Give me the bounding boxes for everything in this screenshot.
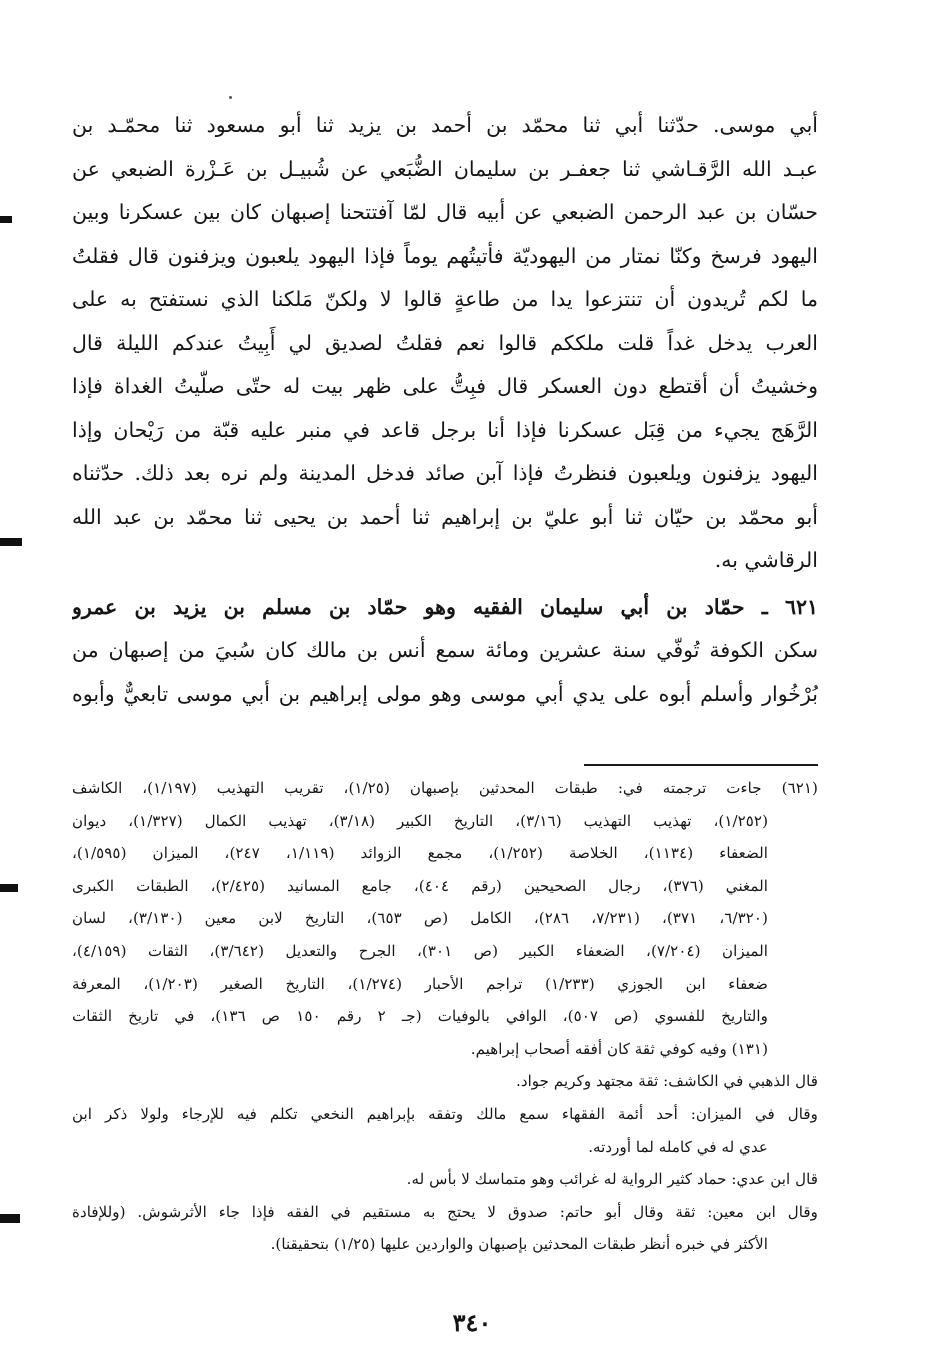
footnote-note: وقال في الميزان: أحد أئمة الفقهاء سمع مالك وتفقه بإبراهيم النخعي تكلم فيه للإرجاء ولولا ذكر ابن [72,1104,818,1123]
text-line: الرقاشي به. [714,548,818,572]
text-line: اليهود يزفنون ويلعبون فنظرتُ فإذا آبن صائد فدخل المدينة ولم نره بعد ذلك. حدّثناه [72,461,818,485]
text-line: حسّان بن عبد الرحمن الضبعي عن أبيه قال لمّا آفتتحنا إصبهان كان بين عسكرنا وبين [72,200,818,224]
footnote-line: الضعفاء (١١٣٤)، الخلاصة (١/٢٥٢)، مجمع الزوائد (١/١١٩، ٢٤٧)، الميزان (١/٥٩٥)، [72,844,768,863]
footnote-line: ضعفاء ابن الجوزي (١/٢٣٣) تراجم الأحبار (١/٢٧٤)، التاريخ الصغير (١/٢٠٣)، المعرفة [72,974,768,993]
footnote-line: المغني (٣٧٦)، رجال الصحيحين (رقم ٤٠٤)، جامع المسانيد (٢/٤٢٥)، الطبقات الكبرى [72,876,768,895]
text-line: أبو محمّد بن حيّان ثنا أبو عليّ بن إبراهيم ثنا أحمد بن يحيى ثنا محمّد بن عبد الله [72,504,818,529]
footnote-line: (١/٢٥٢)، تهذيب التهذيب (٣/١٦)، التاريخ الكبير (٣/١٨)، تهذيب الكمال (١/٣٢٧)، ديوان [72,811,768,830]
scan-speck [229,96,232,99]
page-number: ٣٤٠ [452,1308,492,1337]
entry-heading: ٦٢١ ـ حمّاد بن أبي سليمان الفقيه وهو حمّاد بن مسلم بن يزيد بن عمرو [72,594,818,619]
footnote-line: (٦/٣٢٠، ٣٧١)، (٧/٢٣١، ٢٨٦)، الكامل (ص ٦٥٣)، التاريخ لابن معين (٣/١٣٠)، لسان [72,909,768,928]
scan-edge-mark [0,216,12,223]
text-line: وخشيتُ أن أقتطع دون العسكر قال فبِتُّ على ظهر بيت له حتّى صلّيتُ الغداة فإذا [72,374,818,398]
footnote-note: قال ابن عدي: حماد كثير الرواية له غرائب وهو متماسك لا بأس له. [406,1170,818,1189]
text-line: الرَّهَج يجيء من قِبَل عسكرنا فإذا أنا برجل قاعد في منبر عليه قبّة من رَيْحان وإذا [72,417,818,442]
footnote-line: (٦٢١) جاءت ترجمته في: طبقات المحدثين بإصبهان (١/٢٥)، تقريب التهذيب (١/١٩٧)، الكاشف [72,779,818,797]
footnote-line: (١٣١) وفيه كوفي ثقة كان أفقه أصحاب إبراهيم. [470,1039,768,1058]
text-line: اليهود فرسخ وكنّا نمتار من اليهوديّة فأتيتُهم يوماً فإذا اليهود يلعبون ويزفنون قال فقلتُ [72,243,818,268]
text-line: عبـد الله الرَّقـاشي ثنا جعفـر بن سليمان الضُّبَعي عن شُبيـل بن عَـزْرة الضبعي عن [72,156,818,181]
footnote-separator [584,764,818,766]
footnotes [72,772,818,1261]
scan-edge-mark [0,884,18,892]
entry-line: بُرْخُوار وأسلم أبوه على يدي أبي موسى وهو مولى إبراهيم بن أبي موسى تابعيٌّ وأبوه [72,681,818,706]
text-line: ما لكم تُريدون أن تنتزعوا يدا من طاعةٍ قالوا لا ولكنّ مَلكنا الذي نستفتح به على [72,287,818,311]
footnote-note: وقال ابن معين: ثقة وقال أبو حاتم: صدوق لا يحتج به مستقيم في الفقه فإذا جاء الأثرشوش. (وللإفادة [72,1202,818,1221]
entry-line: سكن الكوفة تُوفّي سنة عشرين ومائة سمع أنس بن مالك كان سُبيَ من إصبهان من [72,638,818,662]
footnote-note: عدي له في كامله لما أوردته. [588,1137,768,1156]
entry-heading-line [72,586,818,630]
footnote-line: والتاريخ للفسوي (ص ٥٠٧)، الوافي بالوفيات (جـ ٢ رقم ١٥٠ ص ١٣٦)، في تاريخ الثقات [72,1007,768,1026]
footnote-line: الميزان (٧/٢٠٤)، الضعفاء الكبير (ص ٣٠١)، الجرح والتعديل (٣/٦٤٢)، الثقات (٤/١٥٩)، [72,941,768,960]
scan-edge-mark [0,538,22,546]
text-line: العرب يدخل غداً قلت ملككم قالوا نعم فقلتُ لصديق لي أَبِيتُ عندكم الليلة قال [72,330,818,355]
text-line: أبي موسى. حدّثنا أبي ثنا محمّد بن أحمد بن يزيد ثنا أبو مسعود ثنا محمّـد بن [72,113,818,137]
footnote-note: قال الذهبي في الكاشف: ثقة مجتهد وكريم جواد. [516,1072,818,1091]
main-text [72,104,818,716]
scan-edge-mark [0,1214,20,1223]
footnote-note: الأكثر في خبره أنظر طبقات المحدثين بإصبهان والواردين عليها (١/٢٥) بتحقيقنا). [270,1235,768,1254]
